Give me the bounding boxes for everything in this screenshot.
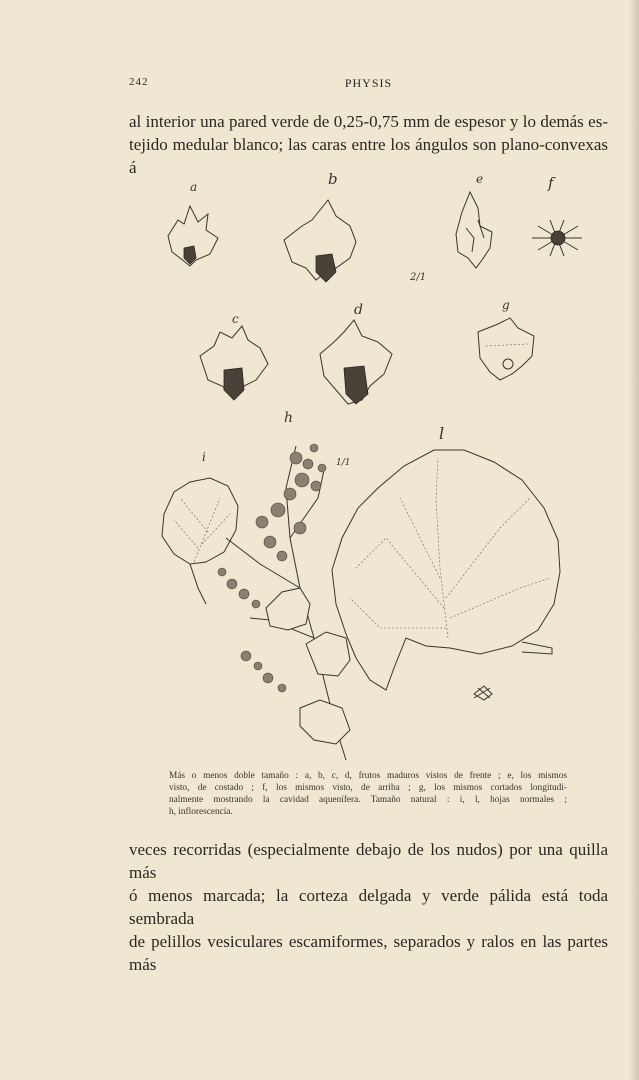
label-e: e: [476, 172, 484, 186]
text-line: tejido medular blanco; las caras entre los ángulos son plano-convexas á: [129, 135, 608, 177]
text-line: al interior una pared verde de 0,25-0,75 mm de espesor y lo demás es-: [129, 112, 608, 131]
text-line: de pelillos vesiculares escamiformes, separados y ralos en las partes más: [129, 932, 608, 974]
caption-line: Más o menos doble tamaño : a, b, c, d, frutos maduros vistos de frente ; e, los mismos: [169, 771, 567, 781]
scale-double: 2/1: [410, 272, 427, 283]
plate-drawing: [150, 168, 590, 768]
inflorescence-h-icon: [218, 444, 350, 760]
paragraph-bottom: [129, 838, 608, 976]
scale-natural: 1/1: [336, 458, 351, 468]
label-c: c: [232, 312, 239, 326]
fruit-c-icon: [200, 326, 268, 400]
label-l: l: [439, 424, 445, 443]
page-edge-shadow: [629, 0, 639, 1080]
seed-icon: [474, 686, 492, 700]
figure-caption: [169, 770, 567, 818]
label-d: d: [354, 302, 363, 318]
journal-title: PHYSIS: [344, 76, 393, 90]
caption-line: nalmente mostrando la cavidad aquenífera. Tamaño natural : i, l, hojas normales ;: [169, 795, 567, 805]
leaf-i-icon: [162, 478, 238, 604]
fruit-d-icon: [320, 320, 392, 404]
fruit-f-icon: [532, 220, 582, 256]
fruit-g-icon: [478, 318, 534, 380]
label-a: a: [190, 180, 198, 194]
text-line: veces recorridas (especialmente debajo de los nudos) por una quilla más: [129, 840, 608, 882]
caption-line: visto, de costado ; f, los mismos visto, de arriba ; g, los mismos cortados longitudi-: [169, 783, 567, 793]
text-line: ó menos marcada; la corteza delgada y verde pálida está toda sembrada: [129, 886, 608, 928]
botanical-plate: [150, 168, 590, 768]
page-number: 242: [129, 76, 149, 88]
label-f: f: [548, 174, 554, 192]
fruit-b-icon: [284, 200, 356, 282]
label-b: b: [328, 170, 338, 188]
label-i: i: [202, 450, 206, 464]
fruit-a-icon: [168, 206, 218, 266]
caption-line: h, inflorescencia.: [169, 807, 233, 817]
label-g: g: [502, 298, 510, 312]
leaf-l-icon: [332, 450, 560, 690]
fruit-e-icon: [456, 192, 492, 268]
label-h: h: [284, 410, 294, 426]
running-header: [129, 76, 608, 94]
